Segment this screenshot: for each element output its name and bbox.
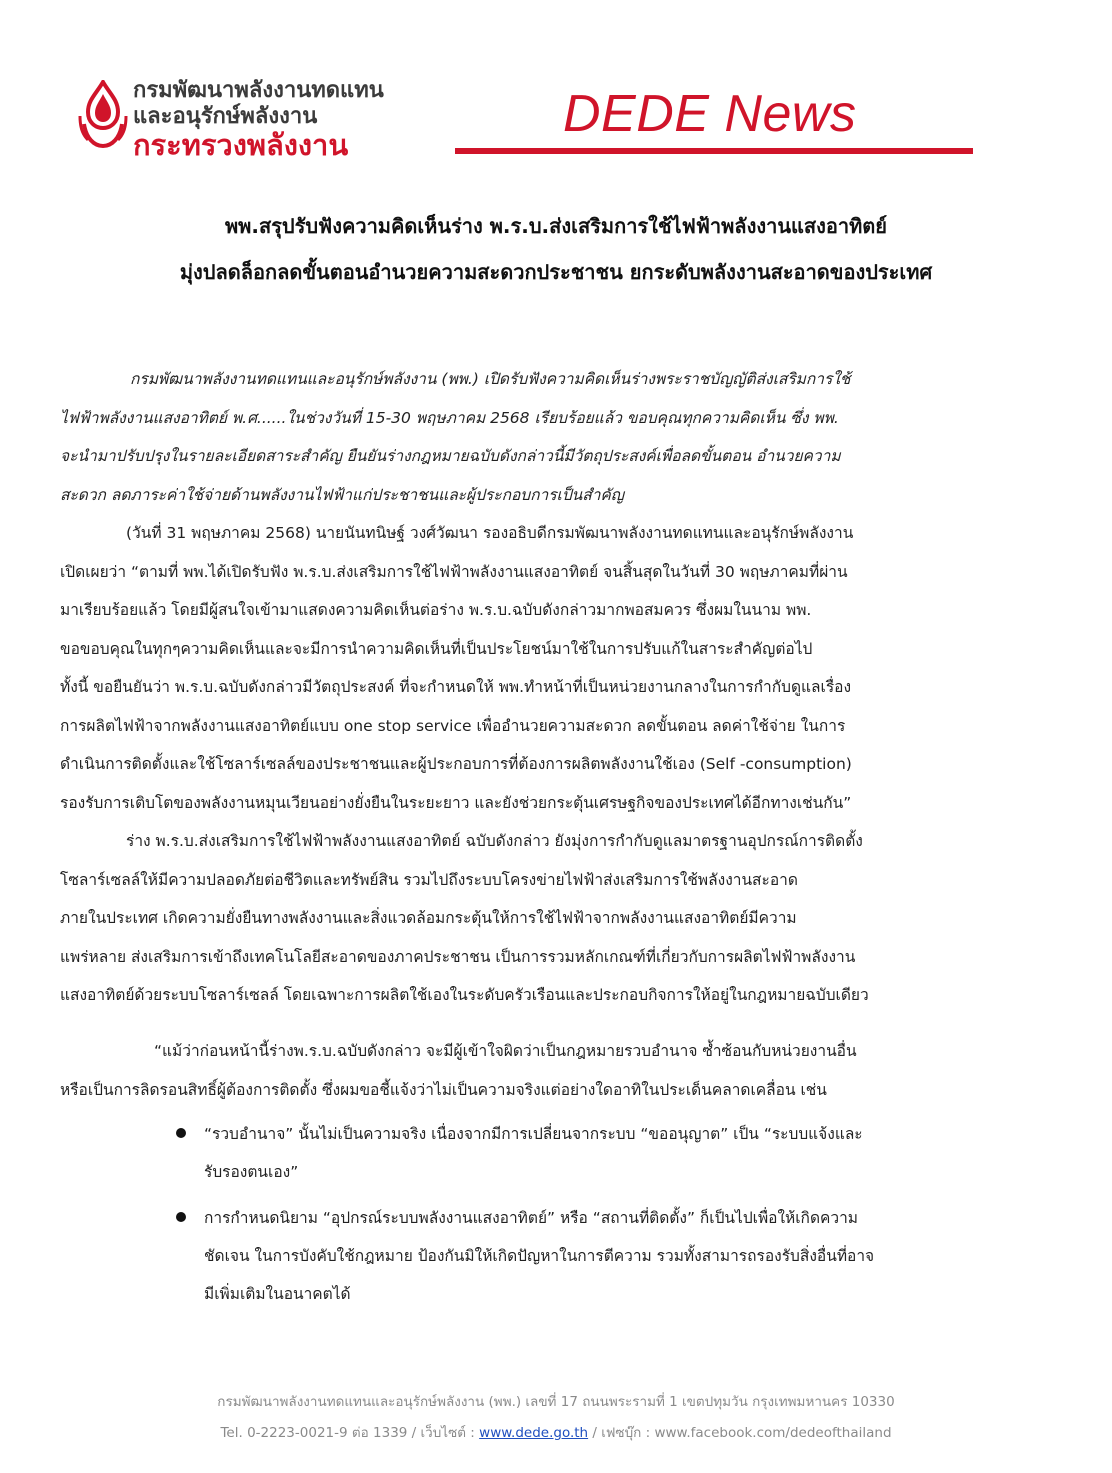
- footer-tel: Tel. 0-2223-0021-9 ต่อ 1339 / เว็บไซต์ :: [220, 1425, 475, 1441]
- paragraph-line: แสงอาทิตย์ด้วยระบบโซลาร์เซลล์ โดยเฉพาะการผลิตใช้เองในระดับครัวเรือนและประกอบกิจการให้อยู่ในกฎหมายฉบับเดียว: [60, 986, 869, 1004]
- org-name-line2: และอนุรักษ์พลังงาน: [133, 104, 318, 129]
- lead-line: สะดวก ลดภาระค่าใช้จ่ายด้านพลังงานไฟฟ้าแก่ประชาชนและผู้ประกอบการเป็นสำคัญ: [60, 485, 625, 504]
- bullet-line: ชัดเจน ในการบังคับใช้กฎหมาย ป้องกันมิให้เกิดปัญหาในการตีความ รวมทั้งสามารถรองรับสิ่งอื่นที่อาจ: [204, 1247, 875, 1265]
- paragraph-line: มาเรียบร้อยแล้ว โดยมีผู้สนใจเข้ามาแสดงความคิดเห็นต่อร่าง พ.ร.บ.ฉบับดังกล่าวมากพอสมควร ซึ่งผมในนาม พพ.: [60, 601, 812, 619]
- letterhead: [0, 0, 1112, 170]
- paragraph-line: รองรับการเติบโตของพลังงานหมุนเวียนอย่างยั่งยืนในระยะยาว และยังช่วยกระตุ้นเศรษฐกิจของประเทศได้อีกทางเช่นกัน”: [60, 793, 852, 812]
- footer-website-link[interactable]: www.dede.go.th: [479, 1425, 589, 1441]
- paragraph-2: [60, 822, 1015, 1015]
- bullet-line: “รวบอำนาจ” นั้นไม่เป็นความจริง เนื่องจากมีการเปลี่ยนจากระบบ “ขออนุญาต” เป็น “ระบบแจ้งและ: [204, 1125, 863, 1143]
- headline-line1: พพ.สรุปรับฟังความคิดเห็นร่าง พ.ร.บ.ส่งเสริมการใช้ไฟฟ้าพลังงานแสงอาทิตย์: [224, 214, 887, 238]
- paragraph-line: ดำเนินการติดตั้งและใช้โซลาร์เซลล์ของประชาชนและผู้ประกอบการที่ต้องการผลิตพลังงานใช้เอง (Self -consumption): [60, 755, 852, 773]
- paragraph-line: แพร่หลาย ส่งเสริมการเข้าถึงเทคโนโลยีสะอาดของภาคประชาชน เป็นการรวมหลักเกณฑ์ที่เกี่ยวกับการผลิตไฟฟ้าพลังงาน: [60, 947, 856, 966]
- paragraph-line: ขอขอบคุณในทุกๆความคิดเห็นและจะมีการนำความคิดเห็นที่เป็นประโยชน์มาใช้ในการปรับแก้ในสาระสำคัญต่อไป: [60, 639, 813, 658]
- org-name-line1: กรมพัฒนาพลังงานทดแทน: [133, 78, 384, 103]
- bullet-line: มีเพิ่มเติมในอนาคตได้: [204, 1285, 351, 1303]
- headline-line2: มุ่งปลดล็อกลดขั้นตอนอำนวยความสะดวกประชาชน ยกระดับพลังงานสะอาดของประเทศ: [179, 260, 933, 284]
- lead-line: จะนำมาปรับปรุงในรายละเอียดสาระสำคัญ ยืนยันร่างกฎหมายฉบับดังกล่าวนี้มีวัตถุประสงค์เพื่อลดขั้นตอน อำนวยความ: [60, 447, 841, 465]
- paragraph-line: ภายในประเทศ เกิดความยั่งยืนทางพลังงานและสิ่งแวดล้อมกระตุ้นให้การใช้ไฟฟ้าจากพลังงานแสงอาทิตย์มีความ: [60, 909, 797, 927]
- footer-contact: [0, 1421, 1112, 1443]
- dede-news-brand: DEDE News: [563, 85, 857, 143]
- brand-underline: [455, 148, 973, 154]
- paragraph-line: โซลาร์เซลล์ให้มีความปลอดภัยต่อชีวิตและทรัพย์สิน รวมไปถึงระบบโครงข่ายไฟฟ้าส่งเสริมการใช้พลังงานสะอาด: [60, 870, 798, 889]
- bullet-line: การกำหนดนิยาม “อุปกรณ์ระบบพลังงานแสงอาทิตย์” หรือ “สถานที่ติดตั้ง” ก็เป็นไปเพื่อให้เกิดความ: [204, 1209, 859, 1227]
- bullet-line: รับรองตนเอง”: [204, 1163, 299, 1181]
- paragraph-3: [60, 1032, 1015, 1109]
- paragraph-1: [60, 514, 1015, 822]
- paragraph-line: “แม้ว่าก่อนหน้านี้ร่างพ.ร.บ.ฉบับดังกล่าว จะมีผู้เข้าใจผิดว่าเป็นกฎหมายรวบอำนาจ ซ้ำซ้อนกับหน่วยงานอื่น: [154, 1042, 857, 1060]
- paragraph-line: เปิดเผยว่า “ตามที่ พพ.ได้เปิดรับฟัง พ.ร.บ.ส่งเสริมการใช้ไฟฟ้าพลังงานแสงอาทิตย์ จนสิ้นสุดในวันที่ 30 พฤษภาคมที่ผ่าน: [60, 562, 848, 581]
- paragraph-line: ร่าง พ.ร.บ.ส่งเสริมการใช้ไฟฟ้าพลังงานแสงอาทิตย์ ฉบับดังกล่าว ยังมุ่งการกำกับดูแลมาตรฐานอุปกรณ์การติดตั้ง: [126, 832, 863, 850]
- footer-facebook: / เฟซบุ๊ก : www.facebook.com/dedeofthailand: [592, 1425, 892, 1441]
- ministry-name: กระทรวงพลังงาน: [133, 128, 349, 162]
- footer-address: กรมพัฒนาพลังงานทดแทนและอนุรักษ์พลังงาน (พพ.) เลขที่ 17 ถนนพระรามที่ 1 เขตปทุมวัน กรุงเทพมหานคร 10330: [217, 1394, 895, 1410]
- lead-paragraph: [60, 360, 1015, 514]
- bullet-dot-icon: [176, 1128, 186, 1138]
- bullet-dot-icon: [176, 1212, 186, 1222]
- lead-line: กรมพัฒนาพลังงานทดแทนและอนุรักษ์พลังงาน (พพ.) เปิดรับฟังความคิดเห็นร่างพระราชบัญญัติส่งเสริมการใช้: [130, 370, 851, 388]
- paragraph-line: หรือเป็นการลิดรอนสิทธิ์ผู้ต้องการติดตั้ง ซึ่งผมขอชี้แจ้งว่าไม่เป็นความจริงแต่อย่างใดอาทิในประเด็นคลาดเคลื่อน เช่น: [60, 1080, 827, 1099]
- paragraph-line: การผลิตไฟฟ้าจากพลังงานแสงอาทิตย์แบบ one stop service เพื่ออำนวยความสะดวก ลดขั้นตอน ลดค่าใช้จ่าย ในการ: [60, 716, 846, 735]
- paragraph-line: ทั้งนี้ ขอยืนยันว่า พ.ร.บ.ฉบับดังกล่าวมีวัตถุประสงค์ ที่จะกำหนดให้ พพ.ทำหน้าที่เป็นหน่วยงานกลางในการกำกับดูแลเรื่อง: [60, 678, 852, 696]
- lead-line: ไฟฟ้าพลังงานแสงอาทิตย์ พ.ศ......ในช่วงวันที่ 15-30 พฤษภาคม 2568 เรียบร้อยแล้ว ขอบคุณทุกความคิดเห็น ซึ่ง พพ.: [60, 408, 839, 427]
- paragraph-line: (วันที่ 31 พฤษภาคม 2568) นายนันทนิษฐ์ วงศ์วัฒนา รองอธิบดีกรมพัฒนาพลังงานทดแทนและอนุรักษ์พลังงาน: [126, 524, 854, 542]
- dede-flame-logo-icon: [78, 80, 128, 150]
